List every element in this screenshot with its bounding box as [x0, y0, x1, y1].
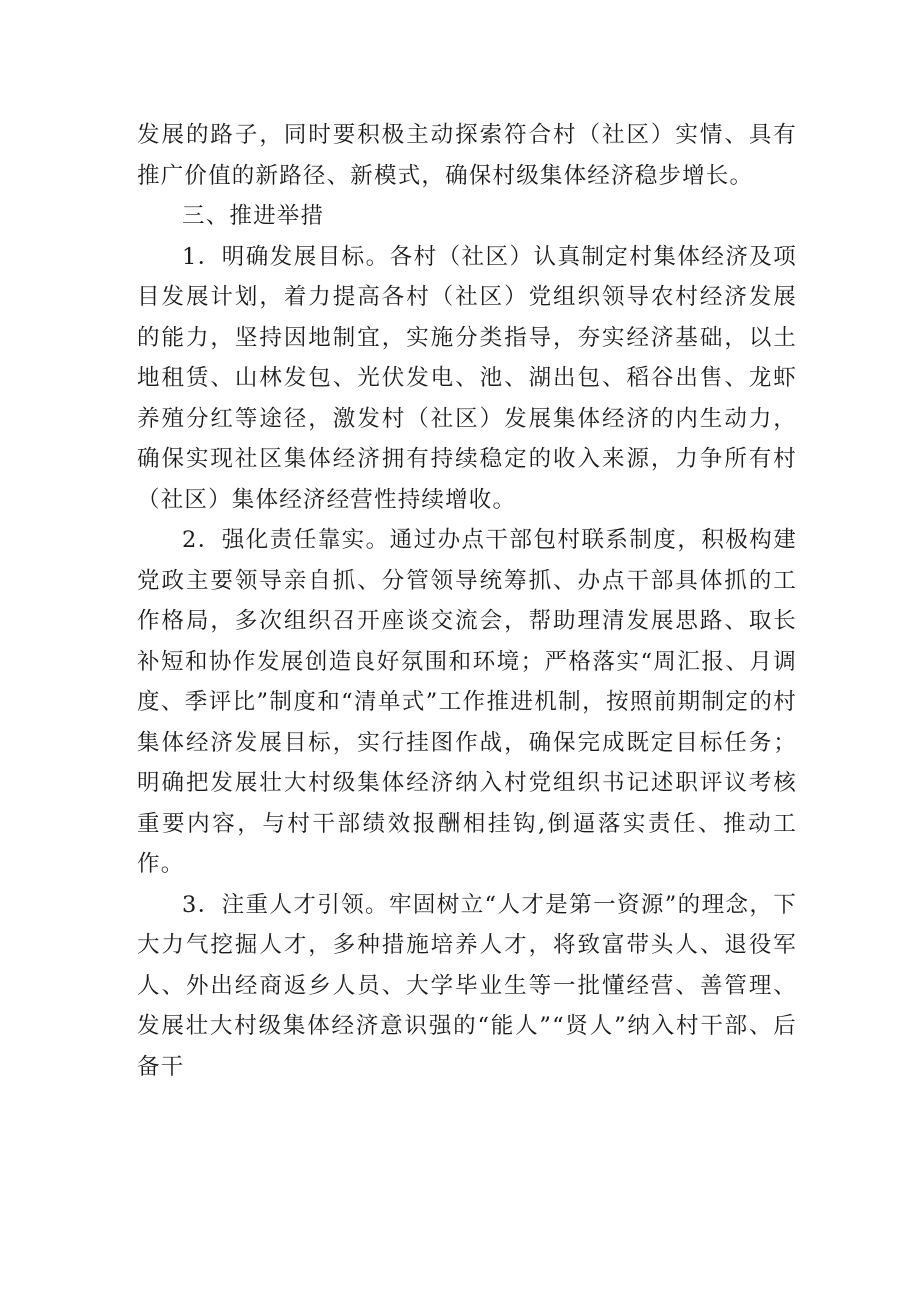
paragraph-item-2: 2．强化责任靠实。通过办点干部包村联系制度，积极构建党政主要领导亲自抓、分管领导统筹抓、办点干部具体抓的工作格局，多次组织召开座谈交流会，帮助理清发展思路、取长补短和协作发展创造良好氛围和环境；严格落实“周汇报、月调度、季评比”制度和“清单式”工作推进机制，按照前期制定的村集体经济发展目标，实行挂图作战，确保完成既定目标任务；明确把发展壮大村级集体经济纳入村党组织书记述职评议考核重要内容，与村干部绩效报酬相挂钩,倒逼落实责任、推动工作。	[137, 527, 797, 877]
section-heading-three: 三、推进举措	[182, 203, 325, 229]
paragraph-item-1: 1．明确发展目标。各村（社区）认真制定村集体经济及项目发展计划，着力提高各村（社区）党组织领导农村经济发展的能力，坚持因地制宜，实施分类指导，夯实经济基础，以土地租赁、山林发包、光伏发电、池、湖出包、稻谷出售、龙虾养殖分红等途径，激发村（社区）发展集体经济的内生动力，确保实现社区集体经济拥有持续稳定的收入来源，力争所有村（社区）集体经济经营性持续增收。	[137, 243, 797, 513]
paragraph-item-3: 3．注重人才引领。牢固树立“人才是第一资源”的理念，下大力气挖掘人才，多种措施培养人才，将致富带头人、退役军人、外出经商返乡人员、大学毕业生等一批懂经营、善管理、发展壮大村级集体经济意识强的“能人”“贤人”纳入村干部、后备干	[137, 891, 797, 1080]
document-body	[137, 115, 797, 1087]
paragraph-continuation: 发展的路子，同时要积极主动探索符合村（社区）实情、具有推广价值的新路径、新模式，确保村级集体经济稳步增长。	[137, 122, 797, 189]
